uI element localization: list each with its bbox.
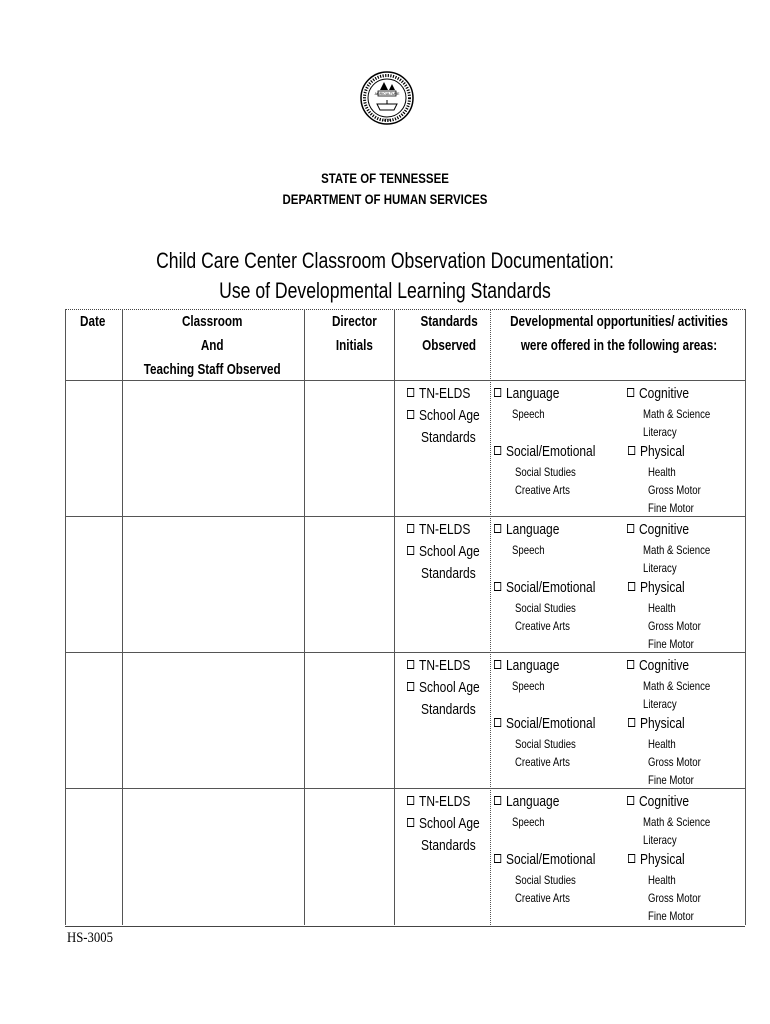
- checkbox-square-icon[interactable]: [407, 546, 414, 555]
- svg-text:AGRICULTURE: AGRICULTURE: [374, 92, 400, 96]
- checkbox-square-icon[interactable]: [407, 660, 414, 669]
- checkbox-square-icon[interactable]: [627, 524, 634, 533]
- checkbox-school-age-label: School Age: [419, 815, 480, 832]
- checkbox-square-icon[interactable]: [627, 796, 634, 805]
- sub-area-math-science: [643, 543, 710, 557]
- sub-area-creative-arts: [515, 619, 570, 633]
- checkbox-social-emotional[interactable]: [494, 579, 595, 596]
- sub-area-social-studies: [515, 601, 576, 615]
- sub-area-fine-motor: [648, 501, 694, 515]
- checkbox-social-emotional[interactable]: [494, 443, 595, 460]
- classroom-cell[interactable]: [123, 789, 303, 923]
- sub-area-speech-label: Speech: [512, 679, 545, 693]
- standards-label-label: Standards: [421, 565, 476, 582]
- checkbox-square-icon[interactable]: [628, 446, 635, 455]
- sub-area-literacy-label: Literacy: [643, 833, 677, 847]
- sub-area-gross-motor: [648, 619, 701, 633]
- sub-area-creative-arts-label: Creative Arts: [515, 755, 570, 769]
- sub-area-math-science: [643, 407, 710, 421]
- sub-area-literacy-label: Literacy: [643, 425, 677, 439]
- sub-area-math-science-label: Math & Science: [643, 407, 711, 421]
- sub-area-creative-arts: [515, 891, 570, 905]
- standards-label: [421, 701, 476, 718]
- sub-area-gross-motor: [648, 755, 701, 769]
- sub-area-social-studies: [515, 465, 576, 479]
- standards-label-label: Standards: [421, 429, 476, 446]
- checkbox-square-icon[interactable]: [494, 718, 501, 727]
- director-initials-cell[interactable]: [305, 381, 393, 515]
- checkbox-school-age[interactable]: [407, 815, 480, 832]
- checkbox-cognitive-label: Cognitive: [639, 385, 690, 402]
- checkbox-square-icon[interactable]: [407, 410, 414, 419]
- sub-area-creative-arts-label: Creative Arts: [515, 483, 570, 497]
- checkbox-cognitive[interactable]: [627, 657, 689, 674]
- sub-area-math-science-label: Math & Science: [643, 815, 711, 829]
- sub-area-literacy: [643, 697, 677, 711]
- header-date: Date: [80, 313, 106, 330]
- sub-area-creative-arts-label: Creative Arts: [515, 891, 570, 905]
- sub-area-math-science-label: Math & Science: [643, 543, 711, 557]
- standards-label: [421, 429, 476, 446]
- standards-label: [421, 837, 476, 854]
- sub-area-fine-motor-label: Fine Motor: [648, 501, 694, 515]
- checkbox-tn-elds-label: TN-ELDS: [419, 521, 471, 538]
- checkbox-square-icon[interactable]: [494, 524, 501, 533]
- checkbox-school-age[interactable]: [407, 407, 480, 424]
- standards-label: [421, 565, 476, 582]
- checkbox-square-icon[interactable]: [407, 818, 414, 827]
- checkbox-social-emotional[interactable]: [494, 851, 595, 868]
- checkbox-square-icon[interactable]: [627, 660, 634, 669]
- date-cell[interactable]: [66, 789, 122, 923]
- date-cell[interactable]: [66, 517, 122, 651]
- sub-area-gross-motor: [648, 483, 701, 497]
- sub-area-health: [648, 465, 676, 479]
- checkbox-school-age-label: School Age: [419, 407, 480, 424]
- checkbox-school-age-label: School Age: [419, 543, 480, 560]
- checkbox-social-emotional-label: Social/Emotional: [506, 715, 596, 732]
- checkbox-square-icon[interactable]: [494, 796, 501, 805]
- sub-area-literacy: [643, 425, 677, 439]
- column-divider: [394, 309, 395, 925]
- department-name: DEPARTMENT OF HUMAN SERVICES: [282, 191, 488, 207]
- sub-area-health-label: Health: [648, 873, 676, 887]
- checkbox-physical[interactable]: [628, 443, 685, 460]
- sub-area-health-label: Health: [648, 465, 676, 479]
- checkbox-language[interactable]: [494, 385, 559, 402]
- checkbox-square-icon[interactable]: [407, 796, 414, 805]
- header-director: Director Initials: [331, 313, 377, 354]
- sub-area-social-studies: [515, 737, 576, 751]
- standards-label-label: Standards: [421, 837, 476, 854]
- checkbox-school-age[interactable]: [407, 679, 480, 696]
- checkbox-square-icon[interactable]: [407, 682, 414, 691]
- checkbox-physical[interactable]: [628, 715, 685, 732]
- checkbox-cognitive-label: Cognitive: [639, 657, 690, 674]
- sub-area-health: [648, 737, 676, 751]
- sub-area-social-studies: [515, 873, 576, 887]
- director-initials-cell[interactable]: [305, 789, 393, 923]
- sub-area-fine-motor: [648, 637, 694, 651]
- checkbox-language-label: Language: [506, 521, 560, 538]
- checkbox-school-age[interactable]: [407, 543, 480, 560]
- sub-area-speech: [512, 543, 545, 557]
- checkbox-social-emotional-label: Social/Emotional: [506, 443, 596, 460]
- checkbox-tn-elds-label: TN-ELDS: [419, 657, 471, 674]
- sub-area-literacy-label: Literacy: [643, 697, 677, 711]
- checkbox-cognitive[interactable]: [627, 793, 689, 810]
- checkbox-square-icon[interactable]: [628, 718, 635, 727]
- checkbox-physical[interactable]: [628, 851, 685, 868]
- classroom-cell[interactable]: [123, 381, 303, 515]
- checkbox-tn-elds-label: TN-ELDS: [419, 793, 471, 810]
- checkbox-tn-elds[interactable]: [407, 385, 470, 402]
- svg-text:1796: 1796: [383, 118, 391, 122]
- checkbox-square-icon[interactable]: [628, 854, 635, 863]
- director-initials-cell[interactable]: [305, 517, 393, 651]
- state-name: STATE OF TENNESSEE: [321, 170, 449, 186]
- checkbox-language[interactable]: [494, 793, 559, 810]
- sub-area-social-studies-label: Social Studies: [515, 737, 576, 751]
- checkbox-physical-label: Physical: [640, 579, 685, 596]
- sub-area-speech-label: Speech: [512, 407, 545, 421]
- checkbox-cognitive-label: Cognitive: [639, 793, 690, 810]
- sub-area-creative-arts: [515, 755, 570, 769]
- director-initials-cell[interactable]: [305, 653, 393, 787]
- checkbox-social-emotional[interactable]: [494, 715, 595, 732]
- header-standards: Standards Observed: [420, 313, 478, 354]
- sub-area-fine-motor: [648, 909, 694, 923]
- date-cell[interactable]: [66, 653, 122, 787]
- checkbox-tn-elds[interactable]: [407, 521, 470, 538]
- standards-label-label: Standards: [421, 701, 476, 718]
- sub-area-fine-motor-label: Fine Motor: [648, 637, 694, 651]
- checkbox-square-icon[interactable]: [628, 582, 635, 591]
- sub-area-literacy-label: Literacy: [643, 561, 677, 575]
- checkbox-school-age-label: School Age: [419, 679, 480, 696]
- checkbox-social-emotional-label: Social/Emotional: [506, 579, 596, 596]
- sub-area-literacy: [643, 561, 677, 575]
- checkbox-physical-label: Physical: [640, 443, 685, 460]
- sub-area-gross-motor: [648, 891, 701, 905]
- sub-area-creative-arts-label: Creative Arts: [515, 619, 570, 633]
- sub-area-math-science: [643, 679, 710, 693]
- column-divider: [490, 309, 491, 925]
- checkbox-language-label: Language: [506, 793, 560, 810]
- sub-area-speech: [512, 679, 545, 693]
- form-title-line1: Child Care Center Classroom Observation Documentation:: [156, 248, 614, 273]
- checkbox-cognitive-label: Cognitive: [639, 521, 690, 538]
- checkbox-physical-label: Physical: [640, 851, 685, 868]
- sub-area-health-label: Health: [648, 737, 676, 751]
- checkbox-language-label: Language: [506, 385, 560, 402]
- tennessee-state-seal: [360, 64, 414, 154]
- checkbox-square-icon[interactable]: [494, 582, 501, 591]
- form-number: HS-3005: [67, 930, 114, 946]
- sub-area-math-science-label: Math & Science: [643, 679, 711, 693]
- header-developmental: Developmental opportunities/ activities were offered in the following areas:: [510, 313, 728, 354]
- checkbox-square-icon[interactable]: [627, 388, 634, 397]
- checkbox-language-label: Language: [506, 657, 560, 674]
- date-cell[interactable]: [66, 381, 122, 515]
- sub-area-fine-motor-label: Fine Motor: [648, 909, 694, 923]
- checkbox-social-emotional-label: Social/Emotional: [506, 851, 596, 868]
- sub-area-creative-arts: [515, 483, 570, 497]
- sub-area-health: [648, 601, 676, 615]
- checkbox-physical[interactable]: [628, 579, 685, 596]
- checkbox-language[interactable]: [494, 521, 559, 538]
- sub-area-health-label: Health: [648, 601, 676, 615]
- checkbox-tn-elds[interactable]: [407, 657, 470, 674]
- sub-area-health: [648, 873, 676, 887]
- checkbox-language[interactable]: [494, 657, 559, 674]
- checkbox-square-icon[interactable]: [407, 388, 414, 397]
- sub-area-literacy: [643, 833, 677, 847]
- form-title-line2: Use of Developmental Learning Standards: [219, 278, 551, 303]
- sub-area-speech: [512, 407, 545, 421]
- sub-area-gross-motor-label: Gross Motor: [648, 755, 701, 769]
- checkbox-tn-elds[interactable]: [407, 793, 470, 810]
- sub-area-social-studies-label: Social Studies: [515, 465, 576, 479]
- checkbox-cognitive[interactable]: [627, 521, 689, 538]
- sub-area-social-studies-label: Social Studies: [515, 873, 576, 887]
- sub-area-math-science: [643, 815, 710, 829]
- checkbox-physical-label: Physical: [640, 715, 685, 732]
- checkbox-tn-elds-label: TN-ELDS: [419, 385, 471, 402]
- checkbox-square-icon[interactable]: [407, 524, 414, 533]
- header-classroom: Classroom And Teaching Staff Observed: [143, 313, 281, 378]
- checkbox-cognitive[interactable]: [627, 385, 689, 402]
- checkbox-square-icon[interactable]: [494, 660, 501, 669]
- sub-area-fine-motor: [648, 773, 694, 787]
- sub-area-fine-motor-label: Fine Motor: [648, 773, 694, 787]
- sub-area-gross-motor-label: Gross Motor: [648, 619, 701, 633]
- table-border-right: [745, 309, 746, 925]
- sub-area-speech-label: Speech: [512, 815, 545, 829]
- checkbox-square-icon[interactable]: [494, 446, 501, 455]
- classroom-cell[interactable]: [123, 653, 303, 787]
- checkbox-square-icon[interactable]: [494, 854, 501, 863]
- classroom-cell[interactable]: [123, 517, 303, 651]
- sub-area-social-studies-label: Social Studies: [515, 601, 576, 615]
- sub-area-speech-label: Speech: [512, 543, 545, 557]
- checkbox-square-icon[interactable]: [494, 388, 501, 397]
- sub-area-gross-motor-label: Gross Motor: [648, 483, 701, 497]
- sub-area-speech: [512, 815, 545, 829]
- sub-area-gross-motor-label: Gross Motor: [648, 891, 701, 905]
